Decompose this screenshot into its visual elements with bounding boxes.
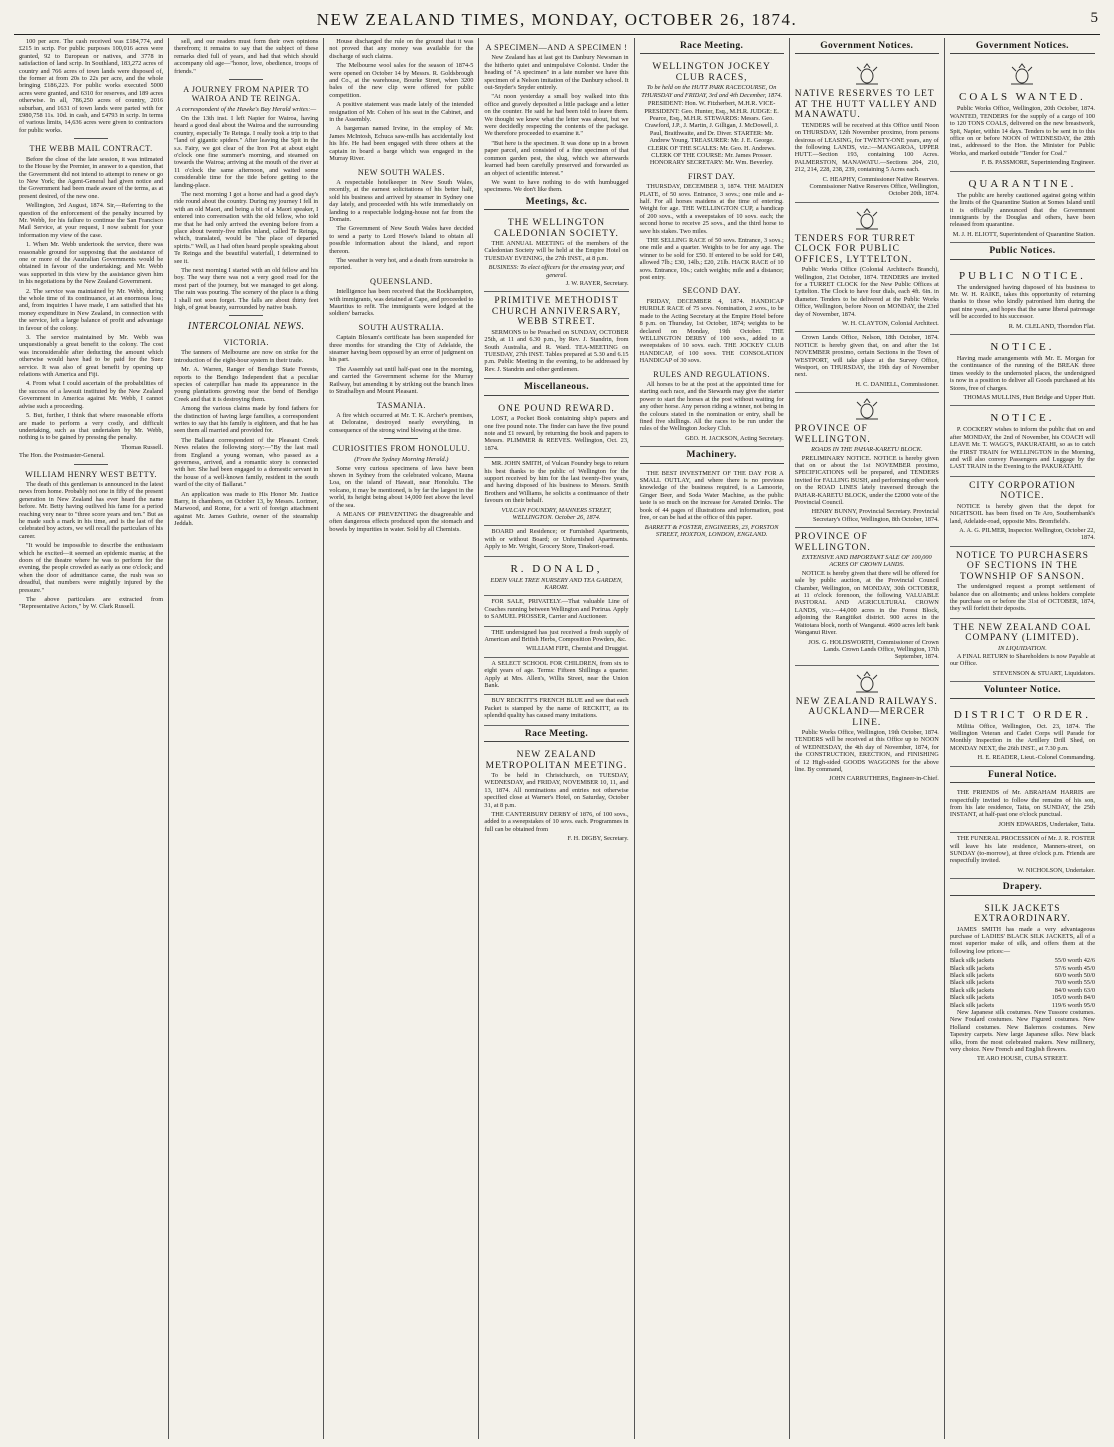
ad-title: PROVINCE OF WELLINGTON.: [794, 532, 871, 553]
signature: Thomas Russell.: [121, 443, 164, 451]
ad-subtitle: ROADS IN THE PAHAR-KARETU BLOCK.: [811, 446, 923, 454]
ad-title: THE NEW ZEALAND COAL COMPANY (LIMITED).: [953, 622, 1092, 644]
ad-text: THE CANTERBURY DERBY of 1876, of 100 sovs., added to a sweepstakes of 10 sovs. each. Programmes in full can be obtained from: [484, 811, 629, 833]
article-text: The Melbourne wool sales for the season of 1874-5 were opened on October 14 by Messrs. R. Goldsbrough and Co., at the warehouse, Bourke Street, when 3200 bales of the new clip were offered for public competition.: [329, 62, 474, 99]
ad-text: LOST, a Pocket Book containing ship's papers and one five pound note. The finder can have the five pound note and £1 reward, by returning the book and papers to Messrs. PLIMMER & REEVES. Wellington, Oct. 23, 1874.: [484, 415, 629, 452]
price-was-now: 84/0 worth 63/0: [1054, 986, 1095, 994]
price-was-now: 60/0 worth 50/0: [1054, 971, 1095, 979]
page-number: 5: [1090, 10, 1098, 26]
section-heading: VICTORIA.: [223, 337, 269, 347]
ad-signature: VULCAN FOUNDRY, MANNERS STREET, WELLINGTON. October 26, 1874.: [501, 506, 612, 521]
ad-officers: PRESIDENT: Hon. W. Fitzherbert, M.H.R. VICE-PRESIDENT: Geo. Hunter, Esq., M.H.R. JUDGE: E. Pearce, Esq., M.H.R. STEWARDS: Messrs. Geo. Crawford, J.P., J. Martin, J. Gilligan, J. McDowell, J. Paul, Braithwaite, and Dr. Diver. STARTER: Mr. Andrew Young. TREASURER: Mr. J. E. George. CLERK OF THE SCALES: Mr. Geo. H. Andrews. CLERK OF THE COURSE: Mr. James Prosser. HONORARY SECRETARY: Mr. Wm. Beverley.: [644, 100, 779, 167]
addressee: The Hon. the Postmaster-General.: [19, 452, 105, 460]
classified-heading-race-meeting: Race Meeting.: [484, 729, 628, 742]
ad-native-reserves: [795, 58, 939, 202]
ad-text: A SELECT SCHOOL FOR CHILDREN, from six to eight years of age. Terms: Fifteen Shillings a quarter. Apply at Mrs. Allen's, Willis Street, near the Union Bank.: [484, 659, 629, 690]
ad-railways: [795, 666, 939, 787]
article-text: A bargeman named Irvine, in the employ of Mr. James McIntosh, Echuca saw-mills has accidentally lost his life. He had been engaged with three others at the captain in board a barge which was engaged in the Murray River.: [329, 125, 474, 163]
ad-text: THE BEST INVESTMENT OF THE DAY FOR A SMALL OUTLAY, and where there is no previous knowledge of the business required, is a Lamoorie, Ginger Beer, and Soda Water Machine, as the public taste is so much on the increase for Aerated Drinks. The book of 44 pages of illustrations and information, post free, or can be had at the office of this paper.: [639, 469, 784, 522]
royal-crest-icon: [852, 208, 882, 232]
price-item-name: Black silk jackets: [949, 971, 995, 979]
ad-text: Public Works Office, Wellington, 19th October, 1874. TENDERS will be received at this Office up to NOON of WEDNESDAY, the 4th day of November, 1874, for the CONSTRUCTION, ERECTION, and FINISHING of 12 High-sided GOODS WAGGONS for the above line. By command,: [794, 729, 939, 774]
column-5: [635, 38, 790, 1439]
ad-signature: A. A. G. PILMER, Inspector. Wellington, October 22, 1874.: [959, 526, 1095, 542]
price-item-name: Black silk jackets: [949, 1001, 995, 1009]
ad-title: COALS WANTED.: [959, 91, 1086, 104]
ad-title: NOTICE.: [990, 341, 1055, 353]
article-text: A fire which occurred at Mr. T. K. Archer's premises, at Deloraine, destroyed nearly everything, in consequence of the strong wind blowing at the time.: [329, 411, 474, 434]
article-text: Intelligence has been received that the Rockhampton, with immigrants, was detained at Cape, and proceeded to Mauritius to refit. The immigrants were lodged at the soldiers' barracks.: [329, 288, 474, 318]
ad-text: A FINAL RETURN to Shareholders is now Payable at our Office.: [949, 653, 1095, 668]
price-was-now: 70/0 worth 55/0: [1054, 979, 1095, 987]
price-list-item: [950, 972, 1095, 979]
classified-heading-race-meeting: Race Meeting.: [640, 41, 784, 54]
ad-reward: [484, 400, 628, 458]
ad-text: THE SELLING RACE of 50 sovs. Entrance, 3 sovs.; one mile and a quarter. Weights to be for any age. The winner to be sold for £50. If entered to be sold for £40, allowed 7lb.; £30, 14lb.; £20, 21lb. HACK RACE of 10 sovs. Entrance, 10s.; catch weights; mile and a distance; post entry.: [639, 237, 784, 282]
ad-silk-jackets: [950, 900, 1095, 1067]
article-text: 4. From what I could ascertain of the probabilities of the success of a lawsuit instituted by the New Zealand Government in America against Mr. Webb, I cannot advise such a proceeding.: [19, 380, 164, 410]
article-text: 2. The service was maintained by Mr. Webb, during the whole time of its continuance, at an enormous loss; and, from inquiries I have made, I am satisfied that his money expenditure in New Zealand, in connection with the service, left a large balance of profit and advantage in favour of the colony.: [19, 287, 164, 332]
ad-text: New Japanese silk costumes. New Tussore costumes. New Foulard costumes. New Figured costumes. New Holland costumes. New Balernos costumes. New Tapestry carpets. New large Japanese silks. New black silks, from the most celebrated makers. New millinery, very choice. New French and English flowers.: [949, 1008, 1095, 1053]
divider: [229, 79, 263, 80]
ad-text: PRELIMINARY NOTICE. NOTICE is hereby given that on or about the 1st NOVEMBER proximo, SPECIFICATIONS will be prepared, and TENDERS invited for FALLING BUSH, and performing other work on the ROAD LINES lately traversed through the PAHAR-KARETU BLOCK, under the £2000 vote of the Provincial Council.: [794, 454, 939, 506]
article-text: A positive statement was made lately of the intended resignation of Mr. Cohen of his seat in the Cabinet, and in the Assembly.: [329, 101, 474, 124]
price-item-name: Black silk jackets: [949, 957, 995, 965]
section-heading: SOUTH AUSTRALIA.: [358, 322, 445, 332]
ad-text: BUY RECKITT'S FRENCH BLUE and see that each Packet is stamped by the name of RECKITT, as its splendid quality has caused many imitations.: [484, 697, 629, 720]
ad-title: TENDERS FOR TURRET CLOCK FOR PUBLIC OFFICES, LYTTELTON.: [794, 233, 916, 265]
newspaper-columns: [14, 38, 1100, 1439]
price-list-item: [950, 994, 1095, 1001]
ad-notice-coach: [950, 406, 1095, 476]
ad-signature: J. W. RAYER, Secretary.: [565, 280, 629, 288]
price-item-name: Black silk jackets: [949, 986, 995, 994]
price-list-item: [950, 1002, 1095, 1009]
section-heading: TASMANIA.: [376, 400, 426, 410]
divider: [74, 138, 108, 139]
article-text: 100 per acre. The cash received was £184,774, and £215 in scrip. For public purposes 100,016 acres were granted, 92 to European or natives, and 3778 in satisfaction of land scrip. In Southland, 183,272 acres of country and 766 acres of town lands were disposed of, the former at from 20s to 22s per acre, and the whole bringing £186,223. For public works executed 5000 acres were granted, and 6310 for reserves, and 189 acres otherwise. In all, 786,250 acres of country, 2016 suburban, and 1631 of town lands were parted with for £980,758 11s. 10d. in cash, and £4793 in scrip. In terms of various limits, 14,636 acres were given to contractors for public works.: [19, 38, 164, 134]
ad-text: BUSINESS: To elect officers for the ensuing year, and general.: [488, 264, 625, 279]
price-list: [950, 957, 1095, 1009]
ad-title: PROVINCE OF WELLINGTON.: [794, 424, 871, 445]
article-heading: THE WEBB MAIL CONTRACT.: [29, 144, 153, 154]
article-text: Among the various claims made by fond fathers for the distinction of having large families, a correspondent writes to say that his family is eighteen, and that he has seen them all married and provided for.: [174, 405, 319, 435]
ad-signature: HENRY BUNNY, Provincial Secretary. Provincial Secretary's Office, Wellington, 8th October, 1874.: [811, 508, 939, 523]
ad-turret-clock: [795, 203, 939, 333]
article-byline: A correspondent of the Hawke's Bay Herald writes:—: [176, 105, 317, 113]
ad-title: R. DONALD,: [510, 562, 603, 575]
ad-signature: JOS. G. HOLDSWORTH, Commissioner of Crown Lands. Crown Lands Office, Wellington, 17th September, 1874.: [808, 638, 939, 661]
price-was-now: 55/0 worth 42/6: [1054, 957, 1095, 965]
ad-signature: F. B. PASSMORE, Superintending Engineer.: [981, 159, 1095, 167]
ad-text: Public Works Office, Wellington, 20th October, 1874. WANTED, TENDERS for the supply of a cargo of 100 to 120 TONS COALS, delivered on the new breastwork, Spit, Napier, within 14 days. Tenders to be sent in to this office on or before NOON of WEDNESDAY, the 28th inst., addressed to the Hon. the Minister for Public Works, and marked outside "Tender for Coal.": [949, 105, 1095, 157]
price-item-name: Black silk jackets: [949, 994, 995, 1002]
ad-signature: R. M. CLELAND, Thorndon Flat.: [1008, 322, 1095, 330]
ad-title: CITY CORPORATION NOTICE.: [969, 480, 1076, 502]
ad-select-school: [484, 658, 628, 696]
price-now: 95/0: [1083, 1001, 1095, 1009]
ad-signature: JOHN EDWARDS, Undertaker, Taita.: [998, 820, 1095, 828]
price-now: 50/0: [1083, 971, 1095, 979]
classified-heading-miscellaneous: Miscellaneous.: [484, 382, 628, 395]
divider: [384, 438, 418, 439]
article-heading: A JOURNEY FROM NAPIER TO WAIROA AND TE REINGA.: [183, 85, 310, 104]
price-was-now: 119/6 worth 95/0: [1051, 1001, 1095, 1009]
royal-crest-icon: [852, 398, 882, 422]
article-text: sell, and our readers must form their own opinions therefrom; it remains to say that the subject of these remarks died full of years, and had that which should accompany old age—"honor, love, obedience, troops of friends.": [174, 38, 319, 75]
article-heading: A SPECIMEN—AND A SPECIMEN !: [485, 43, 628, 52]
price-now: 55/0: [1083, 979, 1095, 987]
article-text: 3. The service maintained by Mr. Webb was unquestionably a great benefit to the colony. The cost was inconsiderable after deducting the amount which otherwise would have had to be paid for the Suez service. It was also of great benefit by opening up relations with America and Fiji.: [19, 334, 164, 379]
ad-text: The undersigned request a prompt settlement of balance due on allotments; and unless holders complete the purchase on or before the 31st of OCTOBER, 1874, they will forfeit their deposits.: [949, 583, 1095, 613]
article-text: 5. But, further, I think that where reasonable efforts are made to perform a very costly, and difficult undertaking, such as that undertaken by Mr. Webb, nothing is to be gained by pressing the penalty.: [19, 412, 164, 442]
race-day-heading: FIRST DAY.: [688, 171, 736, 181]
ad-text: TENDERS will be received at this Office until Noon on THURSDAY, 12th November proximo, from persons desirous of LEASING, for TWENTY-ONE years, any of the following LANDS, viz.:—MANGAROA, UPPER HUTT.—Section 193, containing 100 Acres. PALMERSTON, MANAWATU.—Sections 204, 210, 212, 214, 228, 238, 239, containing 5 Acres each.: [794, 121, 939, 174]
ad-title: WELLINGTON JOCKEY CLUB RACES,: [652, 62, 771, 83]
price-was: 105/0: [1051, 994, 1066, 1002]
ad-subtitle: EDEN VALE TREE NURSERY AND TEA GARDEN, KARORI.: [490, 576, 623, 592]
article-text: 1. When Mr. Webb undertook the service, there was reasonable ground for supposing that the assistance of one or more of the Australian Governments would be obtained in favour of the undertaking; and Mr. Webb was supported in this view by the assistance given him in his negotiations by the New Zealand Government.: [19, 241, 164, 286]
ad-coaches-for-sale: [484, 596, 628, 626]
classified-heading-government-notices: Government Notices.: [950, 41, 1095, 54]
ad-subtitle: To be held on the HUTT PARK RACECOURSE, On THURSDAY and FRIDAY, 3rd and 4th December, 1874.: [641, 84, 783, 99]
ad-title: PRIMITIVE METHODIST CHURCH ANNIVERSARY, WEBB STREET.: [491, 296, 622, 328]
ad-funeral-foster: [950, 833, 1095, 879]
ad-text: The public are hereby cautioned against going within the limits of the Quarantine Station at Somes Island until it is officially announced that the Government immigrants by the Douglas and others, have been released from quarantine.: [949, 191, 1095, 229]
royal-crest-icon: [852, 63, 882, 87]
ad-reckitts-blue: [484, 695, 628, 725]
ad-signature: C. HEAPHY, Commissioner Native Reserves. Commissioner Native Reserves Office, Wellington, October 20th, 1874.: [809, 175, 939, 198]
ad-text: THE ANNUAL MEETING of the members of the Caledonian Society will be held at the Empire Hotel on TUESDAY EVENING, the 27th INST., at 8 p.m.: [484, 240, 629, 262]
price-was: 84/0: [1054, 986, 1066, 994]
section-heading: QUEENSLAND.: [370, 276, 433, 286]
ad-signature: WILLIAM FIFE, Chemist and Druggist.: [526, 645, 629, 653]
ad-title: QUARANTINE.: [968, 177, 1077, 190]
price-now: 45/0: [1083, 964, 1095, 972]
price-was: 55/0: [1054, 957, 1066, 965]
ad-jockey-club-races: [640, 58, 784, 447]
classified-heading-drapery: Drapery.: [950, 882, 1095, 895]
royal-crest-icon: [1007, 63, 1037, 87]
ad-crown-lands-nelson: [795, 332, 939, 393]
ad-district-order: [950, 703, 1095, 767]
ad-text: The undersigned having disposed of his business to Mr. W. H. RAIKE, takes this opportunity of returning thanks to those who kindly patronised him during the past nine years, and hopes that the same liberal patronage will be accorded to his successor.: [949, 283, 1095, 321]
article-byline: (From the Sydney Morning Herald.): [354, 455, 449, 463]
article-heading: INTERCOLONIAL NEWS.: [187, 321, 305, 333]
classified-heading-volunteer-notice: Volunteer Notice.: [950, 685, 1095, 698]
article-text: The Assembly sat until half-past one in the morning, and carried the Government scheme for the Murray Railway, but amending it by striking out the branch lines to Strathalbyn and Mount Pleasant.: [329, 365, 474, 396]
article-text: The death of this gentleman is announced in the latest news from home. Probably not one in fifty of the present generation in New Zealand has ever heard the name before. Mr. Betty having outlived his fame for a period reaching very near to "three score years and ten." But as he made such a mark in his time, and is the last of the celebrated boy actors, we will recall the particulars of his career.: [19, 480, 164, 540]
ad-title: NOTICE TO PURCHASERS OF SECTIONS IN THE TOWNSHIP OF SANSON.: [955, 550, 1089, 582]
article-text: "At noon yesterday a small boy walked into this office and gravely deposited a little package and a letter on the counter. He said he had been told to leave them. We thought we knew what the letter was about, but we were decidedly respecting the contents of the package. We therefore proceeded to examine it.": [484, 93, 629, 138]
ad-text: Public Works Office (Colonial Architect's Branch), Wellington, 21st October, 1874. TENDERS are invited for a TURRET CLOCK for the New Public Offices at Lyttelton. The Clock to have four dials, each 4ft. 6in. in diameter. Tenders to be delivered at the Public Works Office, Wellington, before Noon on MONDAY, the 23rd day of November, 1874.: [794, 266, 939, 318]
ad-signature: JOHN CARRUTHERS, Engineer-in-Chief.: [829, 775, 939, 783]
ad-signature: BARRETT & FOSTER, ENGINEERS, 23, FORSTON STREET, HOXTON, LONDON, ENGLAND.: [644, 523, 779, 538]
classified-heading-machinery: Machinery.: [640, 450, 784, 463]
ad-signature: W. H. CLAYTON, Colonial Architect.: [842, 319, 939, 327]
ad-signature: H. C. DANIELL, Commissioner.: [855, 380, 939, 388]
ad-text: THE FUNERAL PROCESSION of Mr. J. R. FOSTER will leave his late residence, Manners-street, on SUNDAY (to-morrow), at three o'clock p.m. Friends are respectfully invited.: [949, 835, 1095, 865]
ad-text: P. COCKERY wishes to inform the public that on and after MONDAY, the 2nd of November, his COACH will LEAVE Mr. T. WAGG'S, PAKURATAHI, so as to catch the FIRST TRAIN for WELLINGTON in the Morning, and will also convey Passengers and Luggage by the LAST TRAIN in the Evening to the PAKURATAHI.: [949, 426, 1095, 471]
ad-text: THE FRIENDS of Mr. ABRAHAM HARRIS are respectfully invited to follow the remains of his son, from his late residence, Taita, on SUNDAY, the 25th INSTANT, at half-past one o'clock punctual.: [949, 789, 1095, 819]
article-text: The tanners of Melbourne are now on strike for the introduction of the eight-hour system in their trade.: [174, 349, 319, 364]
column-7: [945, 38, 1100, 1439]
price-now: 84/0: [1083, 994, 1095, 1002]
ad-signature: TE ARO HOUSE, CUBA STREET.: [976, 1055, 1068, 1063]
newspaper-title: NEW ZEALAND TIMES, MONDAY, OCTOBER 26, 1874.: [316, 10, 798, 29]
ad-coal-company: [950, 619, 1095, 683]
price-now: 63/0: [1083, 986, 1095, 994]
column-2: [169, 38, 324, 1439]
column-1: [14, 38, 169, 1439]
article-text: An application was made to His Honor Mr. Justice Barry, in chambers, on October 13, by Messrs. Lorimer, Marwood, and Rome, for a writ of foreign attachment against Mr. James Guthrie, owner of the steamship Jeddah.: [174, 490, 319, 528]
ad-public-notice: [950, 264, 1095, 335]
ad-text: JAMES SMITH has made a very advantageous purchase of LADIES' BLACK SILK JACKETS, all of a most superior make of silk, and offers them at the following low prices:—: [949, 925, 1095, 955]
article-text: On the 13th inst. I left Napier for Wairoa, having heard a good deal about the Wairoa and the surrounding country, especially Te Reinga. I really took a trip to that "land of gigantic spiders." After leaving the Spit in the s.s. Fairy, we got clear of the Iron Pot at about eight o'clock one fine summer's morning, and steamed on towards the Wairoa; arriving at the mouth of the river at 11 o'clock the same afternoon, and waited some considerable time for the tide before getting to the landing-place.: [174, 114, 319, 189]
ad-text: NOTICE is hereby given that there will be offered for sale by public auction, at the Provincial Council Chamber, Wellington, on MONDAY, 30th OCTOBER, at 11 o'clock forenoon, the following VALUABLE PASTORAL AND AGRICULTURAL CROWN LANDS, viz.:—44,000 acres in the Forest Block, adjoining the Rangitikei district. 900 acres in the Waitotara block, north of Wanganui. 4600 acres left bank Wanganui River.: [794, 569, 939, 637]
ad-title: PUBLIC NOTICE.: [958, 269, 1086, 282]
ad-herbs: [484, 627, 628, 658]
ad-signature: STEVENSON & STUART, Liquidators.: [992, 669, 1095, 677]
article-text: New Zealand has at last got its Danbury Newsman in the hitherto quiet and unimpulsive Colonist. Under the heading of "A specimen" in a late number we have this specimen of a Nelson imitation of the Danbury school. It out-Snyder's Snyder entirely.: [484, 54, 629, 92]
article-text: Before the close of the late session, it was intimated to the House by the Premier, in answer to a question, that the Government did not intend to attempt to renew or go to New York; the Agent-General had given notice and the Government had been made aware of the terms, as at present desired, of the new one.: [19, 155, 164, 200]
column-4: [479, 38, 634, 1439]
ad-title: ONE POUND REWARD.: [498, 403, 615, 414]
price-now: 42/6: [1083, 957, 1095, 965]
royal-crest-icon: [852, 671, 882, 695]
ad-text: FOR SALE, PRIVATELY.—That valuable Line of Coaches running between Wellington and Porirua. Apply to SAMUEL PROSSER, Carrier and Auctioneer.: [484, 598, 629, 621]
price-item-name: Black silk jackets: [949, 979, 995, 987]
article-text: Mr. A. Warren, Ranger of Bendigo State Forests, reports to the Bendigo Independent that a peculiar species of caterpillar has made its appearance in the young plantations growing near the bend of Bendigo Creek and that it is destroying them.: [174, 366, 319, 403]
ad-sanson-township: [950, 547, 1095, 619]
divider: [74, 464, 108, 465]
price-was-now: 105/0 worth 84/0: [1051, 994, 1095, 1002]
article-text: The Government of New South Wales have decided to send a party to Lord Howe's Island to obtain all possible information about the island, and report thereon.: [329, 225, 474, 255]
ad-title: NEW ZEALAND METROPOLITAN MEETING.: [485, 750, 628, 771]
article-text: Wellington, 3rd August, 1874. Sir,—Referring to the question of the enforcement of the penalty incurred by Mr. Webb, for his failure to continue the San Francisco Mail Service, at your request, I now submit for your information my view of the case.: [19, 202, 164, 239]
ad-signature: W. NICHOLSON, Undertaker.: [1017, 866, 1095, 874]
ad-signature: THOMAS MULLINS, Hutt Bridge and Upper Hutt.: [963, 394, 1095, 402]
ad-text: THURSDAY, DECEMBER 3, 1874. THE MAIDEN PLATE, of 50 sovs. Entrance, 3 sovs.; one mile and a-half. For all horses maidens at the time of entering. Weight for age. THE WELLINGTON CUP, a handicap of 200 sovs., with a sweepstakes of 10 sovs. each; the second horse to receive 25 sovs., and the third horse to save his stakes. Two miles.: [639, 183, 784, 235]
article-text: The weather is very hot, and a death from sunstroke is reported.: [329, 256, 474, 272]
ad-text: Militia Office, Wellington, Oct. 23, 1874. The Wellington Veteran and Cadet Corps will Parade for Monthly Inspection in the Artillery Drill Shed, on MONDAY NEXT, the 26th INST., at 7.30 p.m.: [949, 722, 1095, 752]
ad-notice-mullins: [950, 335, 1095, 406]
article-text: The Ballarat correspondent of the Pleasant Creek News relates the following story:—"By the last mail from England a young woman, who passed as a governess, arrived, and a romantic story is connected with her. She had been engaged to a domestic servant in the house of a well-known family, resident in the south ward of the city of Ballarat.": [174, 436, 319, 489]
ad-quarantine: [950, 172, 1095, 243]
article-text: We want to have nothing to do with humbugged specimens. We don't like them.: [484, 178, 629, 194]
price-list-item: [950, 987, 1095, 994]
classified-heading-government-notices: Government Notices.: [795, 41, 939, 54]
ad-city-corporation: [950, 477, 1095, 547]
price-list-item: [950, 957, 1095, 964]
price-was: 60/0: [1054, 971, 1066, 979]
classified-heading-funeral-notice: Funeral Notice.: [950, 770, 1095, 783]
article-heading: CURIOSITIES FROM HONOLULU.: [332, 444, 471, 454]
race-day-heading: SECOND DAY.: [682, 286, 741, 296]
column-3: [324, 38, 479, 1439]
ad-text: MR. JOHN SMITH, of Vulcan Foundry begs to return his best thanks to the public of Wellington for the support received by him for the last twenty-five years, and having disposed of his business to Messrs. Smith Brothers and Williams, he solicits a continuance of their favours on their behalf.: [484, 460, 629, 505]
article-text: Captain Bloxam's certificate has been suspended for three months for stranding the City of Adelaide, the steamer having been opposed by an error of judgment on his part.: [329, 334, 474, 364]
column-6: [790, 38, 945, 1439]
ad-subtitle: EXTENSIVE AND IMPORTANT SALE OF 100,000 ACRES OF CROWN LANDS.: [801, 554, 932, 569]
price-was: 57/6: [1054, 964, 1066, 972]
article-text: A respectable hotelkeeper in New South Wales, recently, at the earnest solicitations of his better half, sold his business and arrived by steamer in Sydney one day lately, and proceeded with his wife immediately on landing to a respectable lodging-house not far from the Domain.: [329, 178, 474, 223]
ad-funeral-harris: [950, 787, 1095, 833]
ad-text: All horses to be at the post at the appointed time for starting each race, and the Stewards may give the starter power to start the horses at the post without waiting for any other horse. Any person riding a winner, not being in the colours stated in the nomination or entry, shall be fined five shillings. All the races to be run under the rules of the Wellington Jockey Club.: [639, 380, 784, 433]
ad-text: THE undersigned has just received a fresh supply of American and British Herbs, Composition Powders, &c.: [484, 628, 629, 644]
ad-title: THE WELLINGTON CALEDONIAN SOCIETY.: [494, 218, 619, 239]
ad-title: NATIVE RESERVES TO LET AT THE HUTT VALLEY AND MANAWATU.: [794, 89, 938, 121]
ad-subtitle: IN LIQUIDATION.: [998, 644, 1047, 652]
article-text: Some very curious specimens of lava have been shown in Sydney from the celebrated volcano, Mauna Loa, on the island of Hawaii, near Honolulu. The volcano, it may be mentioned, is by far the largest in the world, its height being about 14,000 feet above the level of the sea.: [329, 464, 474, 509]
ad-text: FRIDAY, DECEMBER 4, 1874. HANDICAP HURDLE RACE of 75 sovs. Nomination, 2 sovs., to be made to the Acting Secretary at the Empire Hotel before 8 p.m. on Thursday, 1st October, 1874; weights to be declared on Monday, 19th October. THE WELLINGTON DERBY of 100 sovs., added to a sweepstakes of 10 sovs. each. THE JOCKEY CLUB HANDICAP, of 100 sovs. THE CONSOLATION HANDICAP of 30 sovs.: [639, 297, 784, 365]
classified-heading-meetings: Meetings, &c.: [484, 197, 628, 210]
classified-heading-public-notices: Public Notices.: [950, 246, 1095, 259]
ad-text: To be held in Christchurch, on TUESDAY, WEDNESDAY, and FRIDAY, NOVEMBER 10, 11, and 13, 1874. All nominations and entries not otherwise specified close at Warner's Hotel, on Saturday, October 31, at 8 p.m.: [484, 772, 629, 809]
price-was: 70/0: [1054, 979, 1066, 987]
article-text: The next morning I got a horse and had a good day's ride round about the country. During my journey I fell in with an old Maori, and being a bit of a Maori speaker, I entered into conversation with the old fellow, who told me that he had only arrived the evening before from a place about twenty-five miles inland, called Te Reinga, which, translated, would be "the place of departed spirits." Well, as I had often heard people speaking about Te Reinga and the beautiful waterfall, I determined to see it.: [174, 190, 319, 265]
article-text: House discharged the rule on the ground that it was not proved that any money was available for the discharge of such claims.: [329, 38, 474, 60]
ad-aerated-drinks: [640, 468, 784, 543]
masthead: [14, 6, 1100, 35]
price-was: 119/6: [1051, 1001, 1066, 1009]
ad-title: NOTICE.: [990, 412, 1055, 425]
ad-coals-wanted: [950, 58, 1095, 171]
price-list-item: [950, 979, 1095, 986]
ad-text: BOARD and Residence; or Furnished Apartments, with or without Board; or Unfurnished Apartments. Apply to Mr. Wright, Grocery Store, Tinakori-road.: [484, 528, 629, 551]
ad-metropolitan-meeting: [484, 746, 628, 847]
ad-text: Having made arrangements with Mr. E. Morgan for the continuance of the running of the BREAK three times weekly to the undernoted places, the undersigned is now in a position to deliver all Goods purchased at his Stores, free of charges.: [949, 355, 1095, 392]
ad-text: NOTICE is hereby given that the depot for NIGHTSOIL has been fixed on Te Aro, Southernbank's land, Adelaide-road, opposite Mrs. Bromfield's.: [949, 502, 1095, 525]
ad-pahar-karetu-roads: [795, 393, 939, 528]
ad-title: SILK JACKETS EXTRAORDINARY.: [974, 903, 1071, 925]
article-text: The above particulars are extracted from "Representative Actors," by W. Clark Russell.: [19, 596, 164, 611]
ad-donald-nursery: [484, 557, 628, 597]
article-heading: WILLIAM HENRY WEST BETTY.: [25, 469, 157, 479]
ad-primitive-methodist: [484, 292, 628, 379]
ad-signature: GEO. H. JACKSON, Acting Secretary.: [685, 434, 784, 442]
ad-text: SERMONS to be Preached on SUNDAY, OCTOBER 25th, at 11 and 6.30 p.m., by Rev. J. Standrin, from South Australia, and R. Ward. TEA-MEETING on TUESDAY, 27th INST. Tables prepared at 5.30 and 6.15 p.m. Public Meeting in the evening, to be addressed by Rev. J. Standrin and other gentlemen.: [484, 328, 629, 373]
ad-signature: M. J. H. ELIOTT, Superintendent of Quarantine Station.: [952, 230, 1095, 238]
ad-signature: H. E. READER, Lieut.-Colonel Commanding.: [977, 754, 1095, 762]
ad-text: Crown Lands Office, Nelson, 18th October, 1874. NOTICE is hereby given that, on and after the 1st NOVEMBER proximo, certain Sections in the Town of WESTPORT, will take place at the Survey Office, Westport, on THURSDAY, the 19th day of November next.: [794, 334, 939, 379]
ad-title: NEW ZEALAND RAILWAYS. AUCKLAND—MERCER LINE.: [795, 696, 938, 728]
ad-caledonian-society: [484, 214, 628, 292]
ad-signature: F. H. DIGBY, Secretary.: [567, 835, 629, 843]
ad-vulcan-foundry: [484, 458, 628, 526]
price-was-now: 57/6 worth 45/0: [1054, 964, 1095, 972]
rules-heading: RULES AND REGULATIONS.: [653, 369, 771, 379]
ad-board-residence: [484, 526, 628, 556]
article-text: The next morning I started with an old fellow and his boy. The way there was not a very good road for the most part of the journey, but we managed to get along. The rain was pouring. The scenery of the place is a thing I shall not soon forget. The falls are about thirty feet high, of great beauty, surrounded by native bush.: [174, 267, 319, 312]
article-text: "But here is the specimen. It was done up in a brown paper parcel, and consisted of a fine specimen of that common garden pest, the slug, which we afterwards learned had been carefully preserved and forwarded as an object of scientific interest.": [484, 139, 629, 177]
ad-crown-lands-sale: [795, 528, 939, 666]
article-text: "It would be impossible to describe the enthusiasm which he excited—it seemed an epidemic mania; at the doors of the theatre where he was to perform for the evening, the people crowded as early as one o'clock; and when the door of admittance came, the rush was so dreadful, that numbers were mightily injured by the pressure.": [19, 542, 164, 594]
price-list-item: [950, 965, 1095, 972]
ad-title: DISTRICT ORDER.: [953, 708, 1091, 721]
article-text: A MEANS OF PREVENTING the disagreeable and often dangerous effects produced upon the stomach and bowels by impurities in water. Sold by all Chemists.: [329, 511, 474, 533]
price-item-name: Black silk jackets: [949, 964, 995, 972]
section-heading: NEW SOUTH WALES.: [357, 167, 445, 177]
divider: [229, 315, 263, 316]
